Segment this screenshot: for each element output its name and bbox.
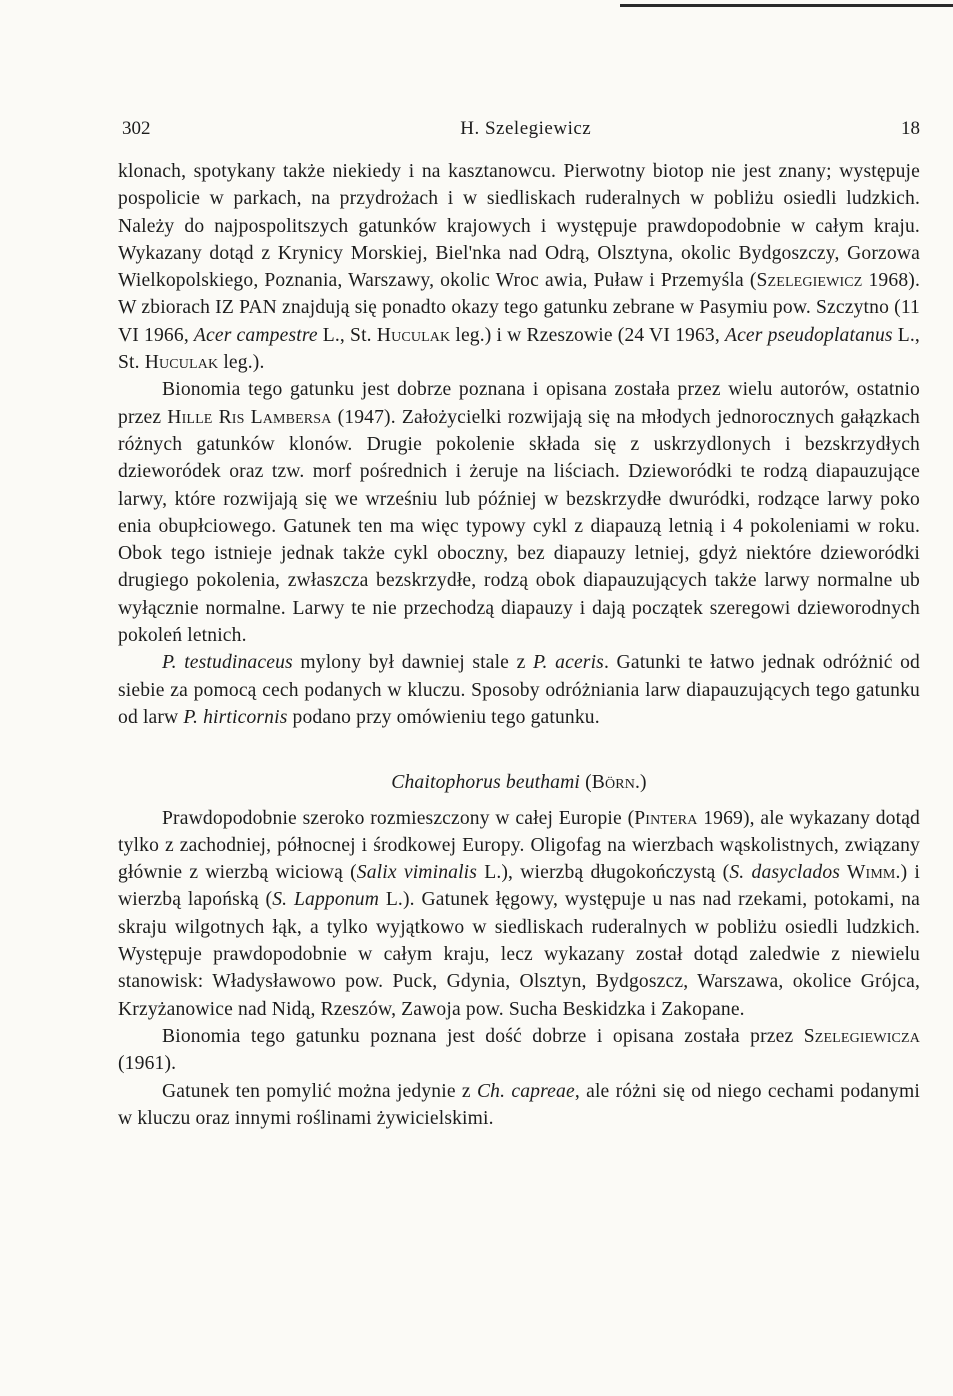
paragraph-3 — [118, 649, 920, 731]
text-run: 1968). W zbiorach IZ PAN znajdują się ponadto okazy tego gatunku zebrane w Pasymiu pow. Szczytno (11 VI 1966, — [118, 270, 920, 346]
running-header — [118, 118, 920, 158]
text-run: leg.) i w Rzeszowie (24 VI 1963, — [450, 324, 725, 346]
text-run: L., St. — [317, 324, 377, 346]
author-citation: Hille Ris Lambersa — [167, 406, 332, 428]
text-run: , ale różni się od niego cechami podanymi w kluczu oraz innymi roślinami żywicielskimi. — [118, 1080, 920, 1129]
text-run: L., St. — [118, 324, 920, 374]
text-run: 1969), ale wykazany dotąd tylko z zachodniej, północnej i środkowej Europy. Oligofag na wierzbach wąskolistnych, związany głównie z wierzbą wiciową ( — [118, 807, 920, 884]
page-number-left: 302 — [122, 118, 151, 139]
paragraph-1 — [118, 158, 920, 376]
page — [118, 118, 920, 1132]
text-run: podano przy omówieniu tego gatunku. — [287, 706, 600, 728]
body-text — [118, 158, 920, 1132]
text-run: ) i wierzbą lapońską ( — [118, 862, 920, 911]
species-heading-name: Chaitophorus beuthami — [391, 772, 581, 794]
paragraph-4 — [118, 805, 920, 1023]
species-name: P. aceris — [532, 652, 604, 674]
author-citation: Szelegiewicz — [756, 270, 863, 292]
text-run: (1947). Założycielki rozwijają się na młodych jednorocznych gałązkach różnych gatunków klonów. Drugie pokolenie składa się z uskrzydlonych i bezskrzydłych dzieworódek oraz tzw. morf pośrednich i żeruje na liściach. Dzieworódki te rodzą diapauzujące larwy, które rozwijają się we wrześniu lub później w bezskrzydłe dwuródki, rodzące larwy poko enia obupłciowego. Gatunek ten ma więc typowy cykl z diapauzą letnią i 4 pokoleniami w roku. Obok tego istnieje jednak także cykl oboczny, bez diapauzy letniej, gdyż niektóre dzieworódki drugiego pokolenia, zwłaszcza bezskrzydłe, rodzą obok diapauzujących także larwy normalne ub wyłącznie normalne. Larwy te nie przechodzą diapauzy i dają początek szeregowi dzieworodnych pokoleń letnich. — [118, 406, 920, 647]
species-heading — [118, 769, 920, 796]
text-run: L.), wierzbą długokończystą ( — [477, 862, 730, 884]
text-run: L.). Gatunek łęgowy, występuje u nas nad rzekami, potokami, na skraju wilgotnych łąk, a tylko wyjątkowo w siedliskach ruderalnych w pobliżu osiedli ludzkich. Występuje prawdopodobnie w całym kraju, lecz wykazany został dotąd zaledwie z niewielu stanowisk: Władysławowo pow. Puck, Gdynia, Olsztyn, Bydgoszcz, Warszawa, okolice Grójca, Krzyżanowice nad Nidą, Rzeszów, Zawoja pow. Sucha Beskidzka i Zakopane. — [118, 889, 920, 1020]
text-run: leg.). — [218, 352, 265, 374]
species-name: Acer pseudoplatanus — [724, 324, 893, 346]
text-run: (1961). — [118, 1053, 177, 1075]
text-run: mylony był dawniej stale z — [292, 652, 533, 674]
species-name: Salix viminalis — [356, 862, 478, 884]
top-edge-rule — [620, 4, 953, 7]
author-citation: Szelegiewicza — [803, 1025, 920, 1047]
species-name: P. testudinaceus — [162, 652, 293, 674]
text-run: . Gatunki te łatwo jednak odróżnić od siebie za pomocą cech podanych w kluczu. Sposoby odróżniania larw diapauzujących tego gatunku od larw — [118, 652, 920, 728]
author-citation: Pintera — [634, 807, 698, 829]
species-name: Ch. capreae — [476, 1080, 575, 1102]
author-citation: Wimm. — [840, 862, 901, 884]
paragraph-5 — [118, 1023, 920, 1078]
text-run: klonach, spotykany także niekiedy i na kasztanowcu. Pierwotny biotop nie jest znany; występuje pospolicie w parkach, na przydrożach i w siedliskach ruderalnych w pobliżu osiedli ludzkich. Należy do najpospolitszych gatunków krajowych i występuje prawdopodobnie w całym kraju. Wykazany dotąd z Krynicy Morskiej, Biel'nka nad Odrą, Olsztyna, okolic Bydgoszczy, Gorzowa Wielkopolskiego, Poznania, Warszawy, okolic Wroc awia, Puław i Przemyśla ( — [118, 161, 920, 292]
collector-name: Huculak — [376, 324, 451, 346]
running-author: H. Szelegiewicz — [460, 118, 592, 139]
page-number-right: 18 — [900, 118, 920, 139]
paragraph-2 — [118, 376, 920, 649]
paragraph-6 — [118, 1078, 920, 1133]
species-name: S. Lapponum — [272, 889, 380, 911]
text-run: Gatunek ten pomylić można jedynie z — [162, 1080, 477, 1102]
text-run: Prawdopodobnie szeroko rozmieszczony w całej Europie ( — [162, 807, 635, 829]
text-run: Bionomia tego gatunku jest dobrze poznana i opisana została przez wielu autorów, ostatnio przez — [118, 379, 920, 428]
text-run: Bionomia tego gatunku poznana jest dość dobrze i opisana została przez — [162, 1025, 804, 1047]
species-name: Acer campestre — [193, 324, 318, 346]
species-heading-author: (Börn.) — [585, 772, 647, 794]
collector-name: Huculak — [144, 352, 219, 374]
species-name: P. hirticornis — [183, 706, 288, 728]
species-name: S. dasyclados — [729, 862, 841, 884]
